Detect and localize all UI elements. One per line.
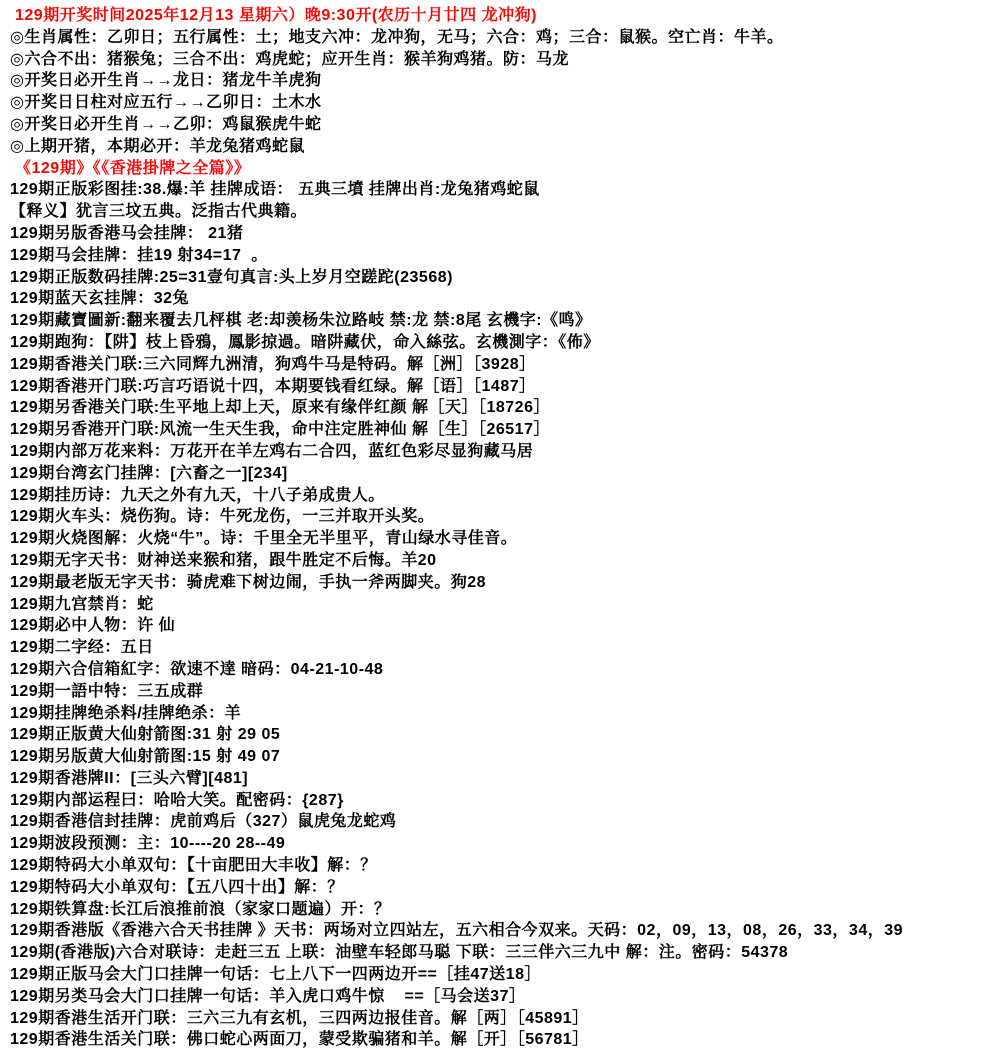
text-line-5: ◎开奖日日柱对应五行→→乙卯日：土木水 — [10, 94, 322, 112]
text-line-9: 129期正版彩图挂:38.爆:羊 挂牌成语： 五典三墳 挂牌出肖:龙兔猪鸡蛇鼠 — [10, 181, 540, 199]
text-line-26: 129期无字天书：财神送来猴和猪，跟牛胜定不后悔。羊20 — [10, 551, 437, 569]
text-line-28: 129期九宫禁肖：蛇 — [10, 595, 154, 613]
text-line-25: 129期火烧图解：火烧“牛”。诗：千里全无半里平，青山绿水寻佳音。 — [10, 530, 518, 548]
text-line-43: 129期香港版《香港六合天书挂牌 》天书：两场对立四站左，五六相合今双来。天码：02，09，13，08，26，33，34，39 — [10, 922, 904, 940]
text-line-29: 129期必中人物：许 仙 — [10, 617, 176, 635]
text-line-34: 129期正版黄大仙射箭图:31 射 29 05 — [10, 726, 281, 744]
text-line-1: 129期开奖时间2025年12月13 星期六）晚9:30开(农历十月廿四 龙冲狗) — [15, 7, 537, 24]
text-line-10: 【释义】犹言三坟五典。泛指古代典籍。 — [10, 203, 308, 221]
text-line-27: 129期最老版无字天书：骑虎难下树边闹，手执一斧两脚夹。狗28 — [10, 573, 486, 591]
text-line-3: ◎六合不出：猪猴兔；三合不出：鸡虎蛇；应开生肖：猴羊狗鸡猪。防：马龙 — [10, 50, 569, 68]
text-line-16: 129期跑狗：【阱】枝上昏鴉，鳳影掠過。暗阱藏伏，命入絲弦。玄機測字：《佈》 — [10, 333, 600, 351]
text-line-4: ◎开奖日必开生肖→→龙日：猪龙牛羊虎狗 — [10, 72, 322, 90]
text-line-22: 129期台湾玄门挂牌：[六畜之一][234] — [10, 464, 288, 482]
text-line-40: 129期特码大小单双句：【十亩肥田大丰收】解：？ — [10, 857, 377, 875]
text-line-15: 129期藏寶圖新:翻来覆去几枰棋 老:却羡杨朱泣路岐 禁:龙 禁:8尾 玄機字:《鸣》 — [10, 312, 592, 330]
text-line-46: 129期另类马会大门口挂牌一句话：羊入虎口鸡牛惊 ==［马会送37］ — [10, 987, 526, 1005]
text-line-11: 129期另版香港马会挂牌： 21猪 — [10, 224, 244, 242]
text-line-33: 129期挂牌绝杀料/挂牌绝杀：羊 — [10, 704, 242, 722]
text-line-20: 129期另香港开门联:风流一生天生我，命中注定胜神仙 解［生］［26517］ — [10, 421, 550, 439]
text-line-14: 129期蓝天玄挂牌：32兔 — [10, 290, 189, 308]
text-line-18: 129期香港开门联:巧言巧语说十四，本期要钱看红绿。解［语］［1487］ — [10, 377, 536, 395]
text-line-42: 129期铁算盘:长江后浪推前浪（家家口题遍）开：？ — [10, 900, 391, 918]
text-line-2: ◎生肖属性：乙卯日；五行属性：土；地支六冲：龙冲狗，无马；六合：鸡；三合：鼠猴。空亡肖：牛羊。 — [10, 28, 784, 46]
text-line-30: 129期二字经：五日 — [10, 639, 154, 657]
text-line-21: 129期内部万花来料：万花开在羊左鸡右二合四，蓝红色彩尽显狗藏马居 — [10, 442, 534, 460]
text-line-44: 129期(香港版)六合对联诗：走赶三五 上联：油壁车轻郎马聪 下联：三三伴六三九中 解：注。密码：54378 — [10, 944, 789, 962]
text-line-32: 129期一語中特：三五成群 — [10, 682, 204, 700]
text-line-23: 129期挂历诗：九天之外有九天，十八子弟成贵人。 — [10, 486, 385, 504]
text-line-24: 129期火车头：烧伤狗。诗：牛死龙伤，一三并取开头奖。 — [10, 508, 435, 526]
text-line-7: ◎上期开猪，本期必开：羊龙兔猪鸡蛇鼠 — [10, 137, 305, 155]
text-line-13: 129期正版数码挂牌:25=31壹句真言:头上岁月空蹉跎(23568) — [10, 268, 453, 286]
text-content — [10, 5, 1000, 1051]
text-line-17: 129期香港关门联:三六同辉九洲清，狗鸡牛马是特码。解［洲］［3928］ — [10, 355, 536, 373]
text-line-45: 129期正版马会大门口挂牌一句话：七上八下一四两边开==［挂47送18］ — [10, 966, 541, 984]
text-line-12: 129期马会挂牌：挂19 射34=17 。 — [10, 246, 268, 264]
text-line-41: 129期特码大小单双句：【五八四十出】解：？ — [10, 878, 344, 896]
text-line-8: 《129期》《《香港掛牌之全篇》》 — [15, 159, 251, 177]
text-line-19: 129期另香港关门联:生平地上却上天，原来有缘伴红颜 解［天］［18726］ — [10, 399, 550, 417]
text-line-36: 129期香港牌II：[三头六臂][481] — [10, 769, 249, 787]
text-line-47: 129期香港生活开门联：三六三九有玄机，三四两边报佳音。解［两］［45891］ — [10, 1009, 589, 1027]
text-line-37: 129期内部运程曰：哈哈大笑。配密码：{287} — [10, 791, 344, 809]
text-line-38: 129期香港信封挂牌：虎前鸡后（327）鼠虎兔龙蛇鸡 — [10, 813, 397, 831]
text-line-35: 129期另版黄大仙射箭图:15 射 49 07 — [10, 748, 281, 766]
text-line-6: ◎开奖日必开生肖→→乙卯：鸡鼠猴虎牛蛇 — [10, 115, 322, 133]
text-line-39: 129期波段预测：主：10----20 28--49 — [10, 835, 286, 853]
text-line-31: 129期六合信箱紅字：欲速不達 暗码：04-21-10-48 — [10, 660, 384, 678]
text-line-48: 129期香港生活关门联：佛口蛇心两面刀，蒙受欺骗猪和羊。解［开］［56781］ — [10, 1031, 589, 1049]
